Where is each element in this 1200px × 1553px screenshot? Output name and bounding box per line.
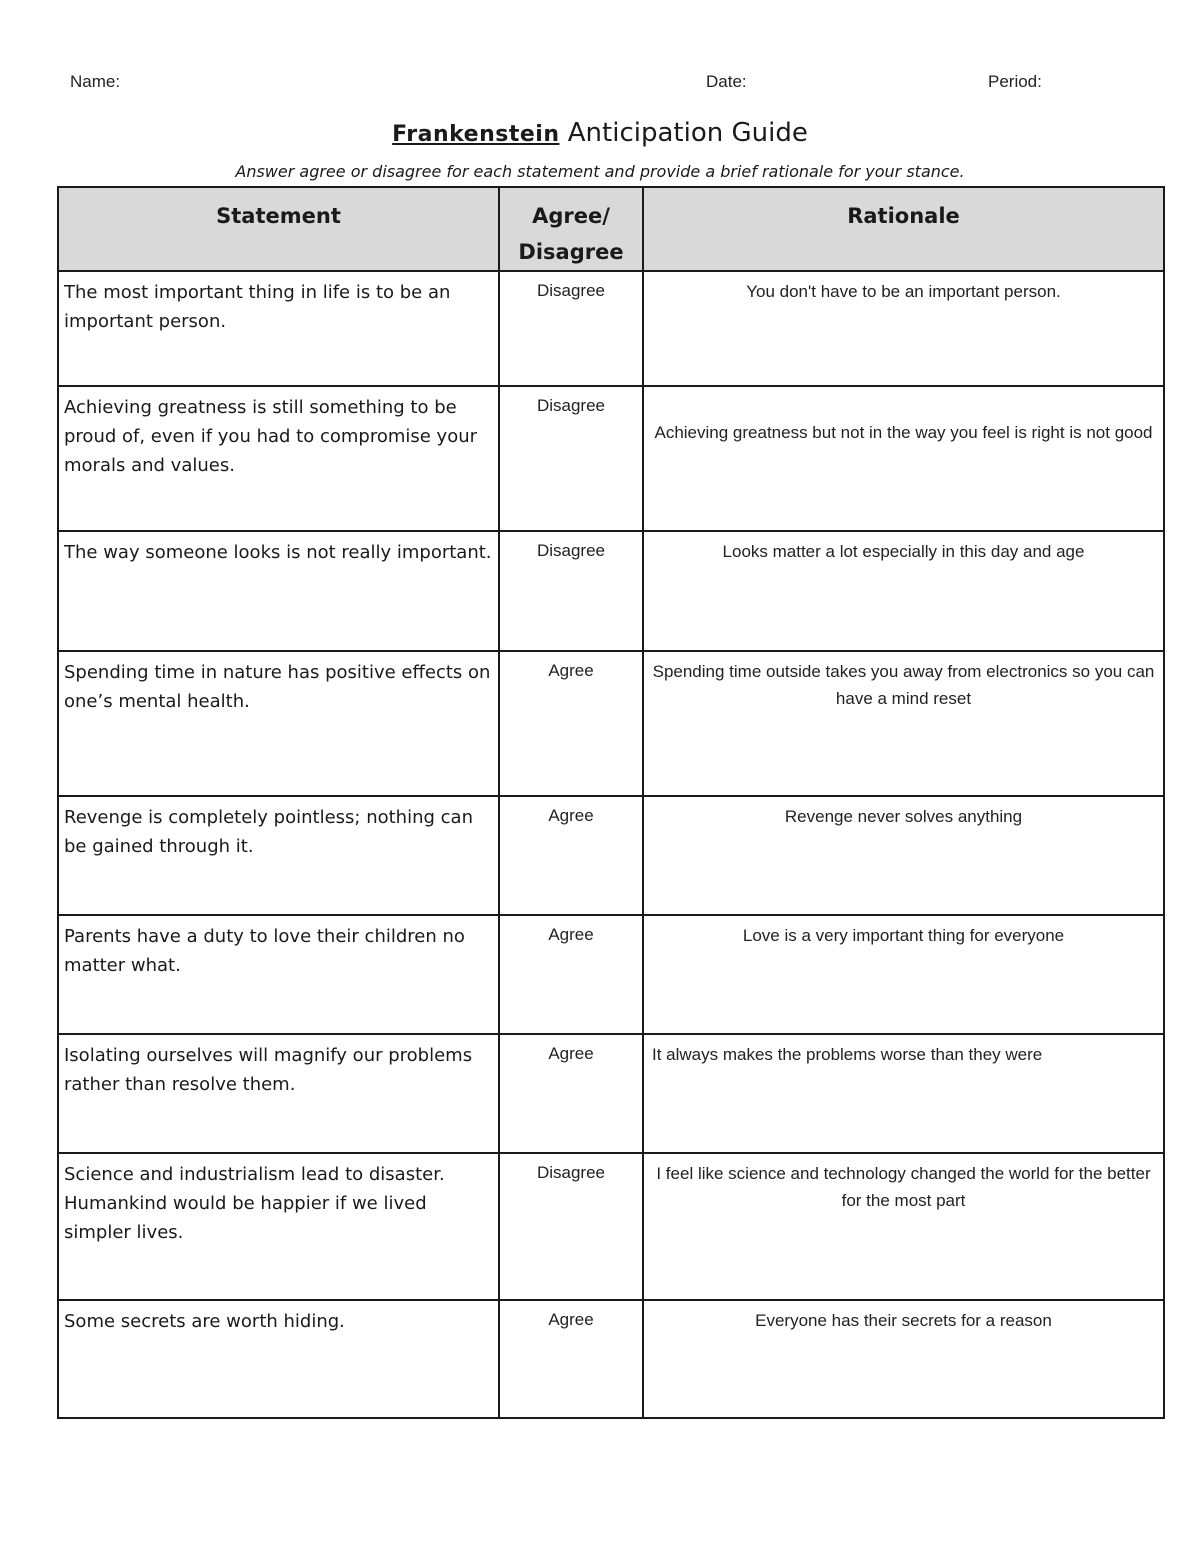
table-row <box>58 386 1164 531</box>
rationale-cell[interactable] <box>643 1300 1164 1418</box>
table-row <box>58 1153 1164 1300</box>
rationale-cell[interactable] <box>643 386 1164 531</box>
stance-cell[interactable]: Disagree <box>499 271 643 386</box>
rationale-cell[interactable] <box>643 271 1164 386</box>
statement-cell: Parents have a duty to love their children no matter what. <box>58 915 499 1034</box>
stance-cell[interactable]: Disagree <box>499 1153 643 1300</box>
stance-cell[interactable]: Agree <box>499 651 643 796</box>
anticipation-table <box>57 186 1165 1419</box>
statement-cell: Science and industrialism lead to disaster. Humankind would be happier if we lived simpler lives. <box>58 1153 499 1300</box>
name-label: Name: <box>70 72 121 91</box>
statement-cell: Spending time in nature has positive effects on one’s mental health. <box>58 651 499 796</box>
column-header-agree-disagree: Agree/ Disagree <box>499 187 643 271</box>
title-rest: Anticipation Guide <box>559 118 808 148</box>
statement-cell: The way someone looks is not really important. <box>58 531 499 651</box>
rationale-text: It always makes the problems worse than they were <box>652 1045 1043 1064</box>
stance-cell[interactable]: Agree <box>499 1300 643 1418</box>
rationale-cell[interactable] <box>643 531 1164 651</box>
statement-cell: The most important thing in life is to be an important person. <box>58 271 499 386</box>
date-label: Date: <box>706 72 747 91</box>
rationale-cell[interactable] <box>643 1153 1164 1300</box>
rationale-text: Everyone has their secrets for a reason <box>755 1311 1052 1330</box>
rationale-text: Achieving greatness but not in the way you feel is right is not good <box>654 423 1153 442</box>
rationale-text: Love is a very important thing for everyone <box>742 926 1065 945</box>
stance-cell[interactable]: Agree <box>499 1034 643 1153</box>
statement-cell: Revenge is completely pointless; nothing can be gained through it. <box>58 796 499 915</box>
rationale-text: Revenge never solves anything <box>784 807 1023 826</box>
rationale-text: You don't have to be an important person. <box>746 282 1061 301</box>
column-header-statement: Statement <box>58 187 499 271</box>
table-row <box>58 796 1164 915</box>
table-header-row <box>58 187 1164 271</box>
statement-cell: Isolating ourselves will magnify our problems rather than resolve them. <box>58 1034 499 1153</box>
table-row <box>58 1034 1164 1153</box>
rationale-cell[interactable] <box>643 1034 1164 1153</box>
column-header-rationale: Rationale <box>643 187 1164 271</box>
rationale-cell[interactable] <box>643 651 1164 796</box>
table-row <box>58 651 1164 796</box>
rationale-cell[interactable] <box>643 796 1164 915</box>
table-row <box>58 1300 1164 1418</box>
stance-cell[interactable]: Agree <box>499 796 643 915</box>
rationale-text: Looks matter a lot especially in this day and age <box>722 542 1085 561</box>
rationale-text: I feel like science and technology changed the world for the better for the most part <box>656 1164 1151 1210</box>
table-row <box>58 915 1164 1034</box>
period-label: Period: <box>988 72 1042 91</box>
stance-cell[interactable]: Disagree <box>499 386 643 531</box>
statement-cell: Some secrets are worth hiding. <box>58 1300 499 1418</box>
stance-cell[interactable]: Disagree <box>499 531 643 651</box>
page-title <box>0 118 1200 148</box>
stance-cell[interactable]: Agree <box>499 915 643 1034</box>
book-title: Frankenstein <box>392 122 560 147</box>
table-row <box>58 271 1164 386</box>
instructions: Answer agree or disagree for each statement and provide a brief rationale for your stance. <box>235 162 965 181</box>
rationale-cell[interactable] <box>643 915 1164 1034</box>
rationale-text: Spending time outside takes you away from electronics so you can have a mind reset <box>652 662 1155 708</box>
table-row <box>58 531 1164 651</box>
statement-cell: Achieving greatness is still something to be proud of, even if you had to compromise your morals and values. <box>58 386 499 531</box>
